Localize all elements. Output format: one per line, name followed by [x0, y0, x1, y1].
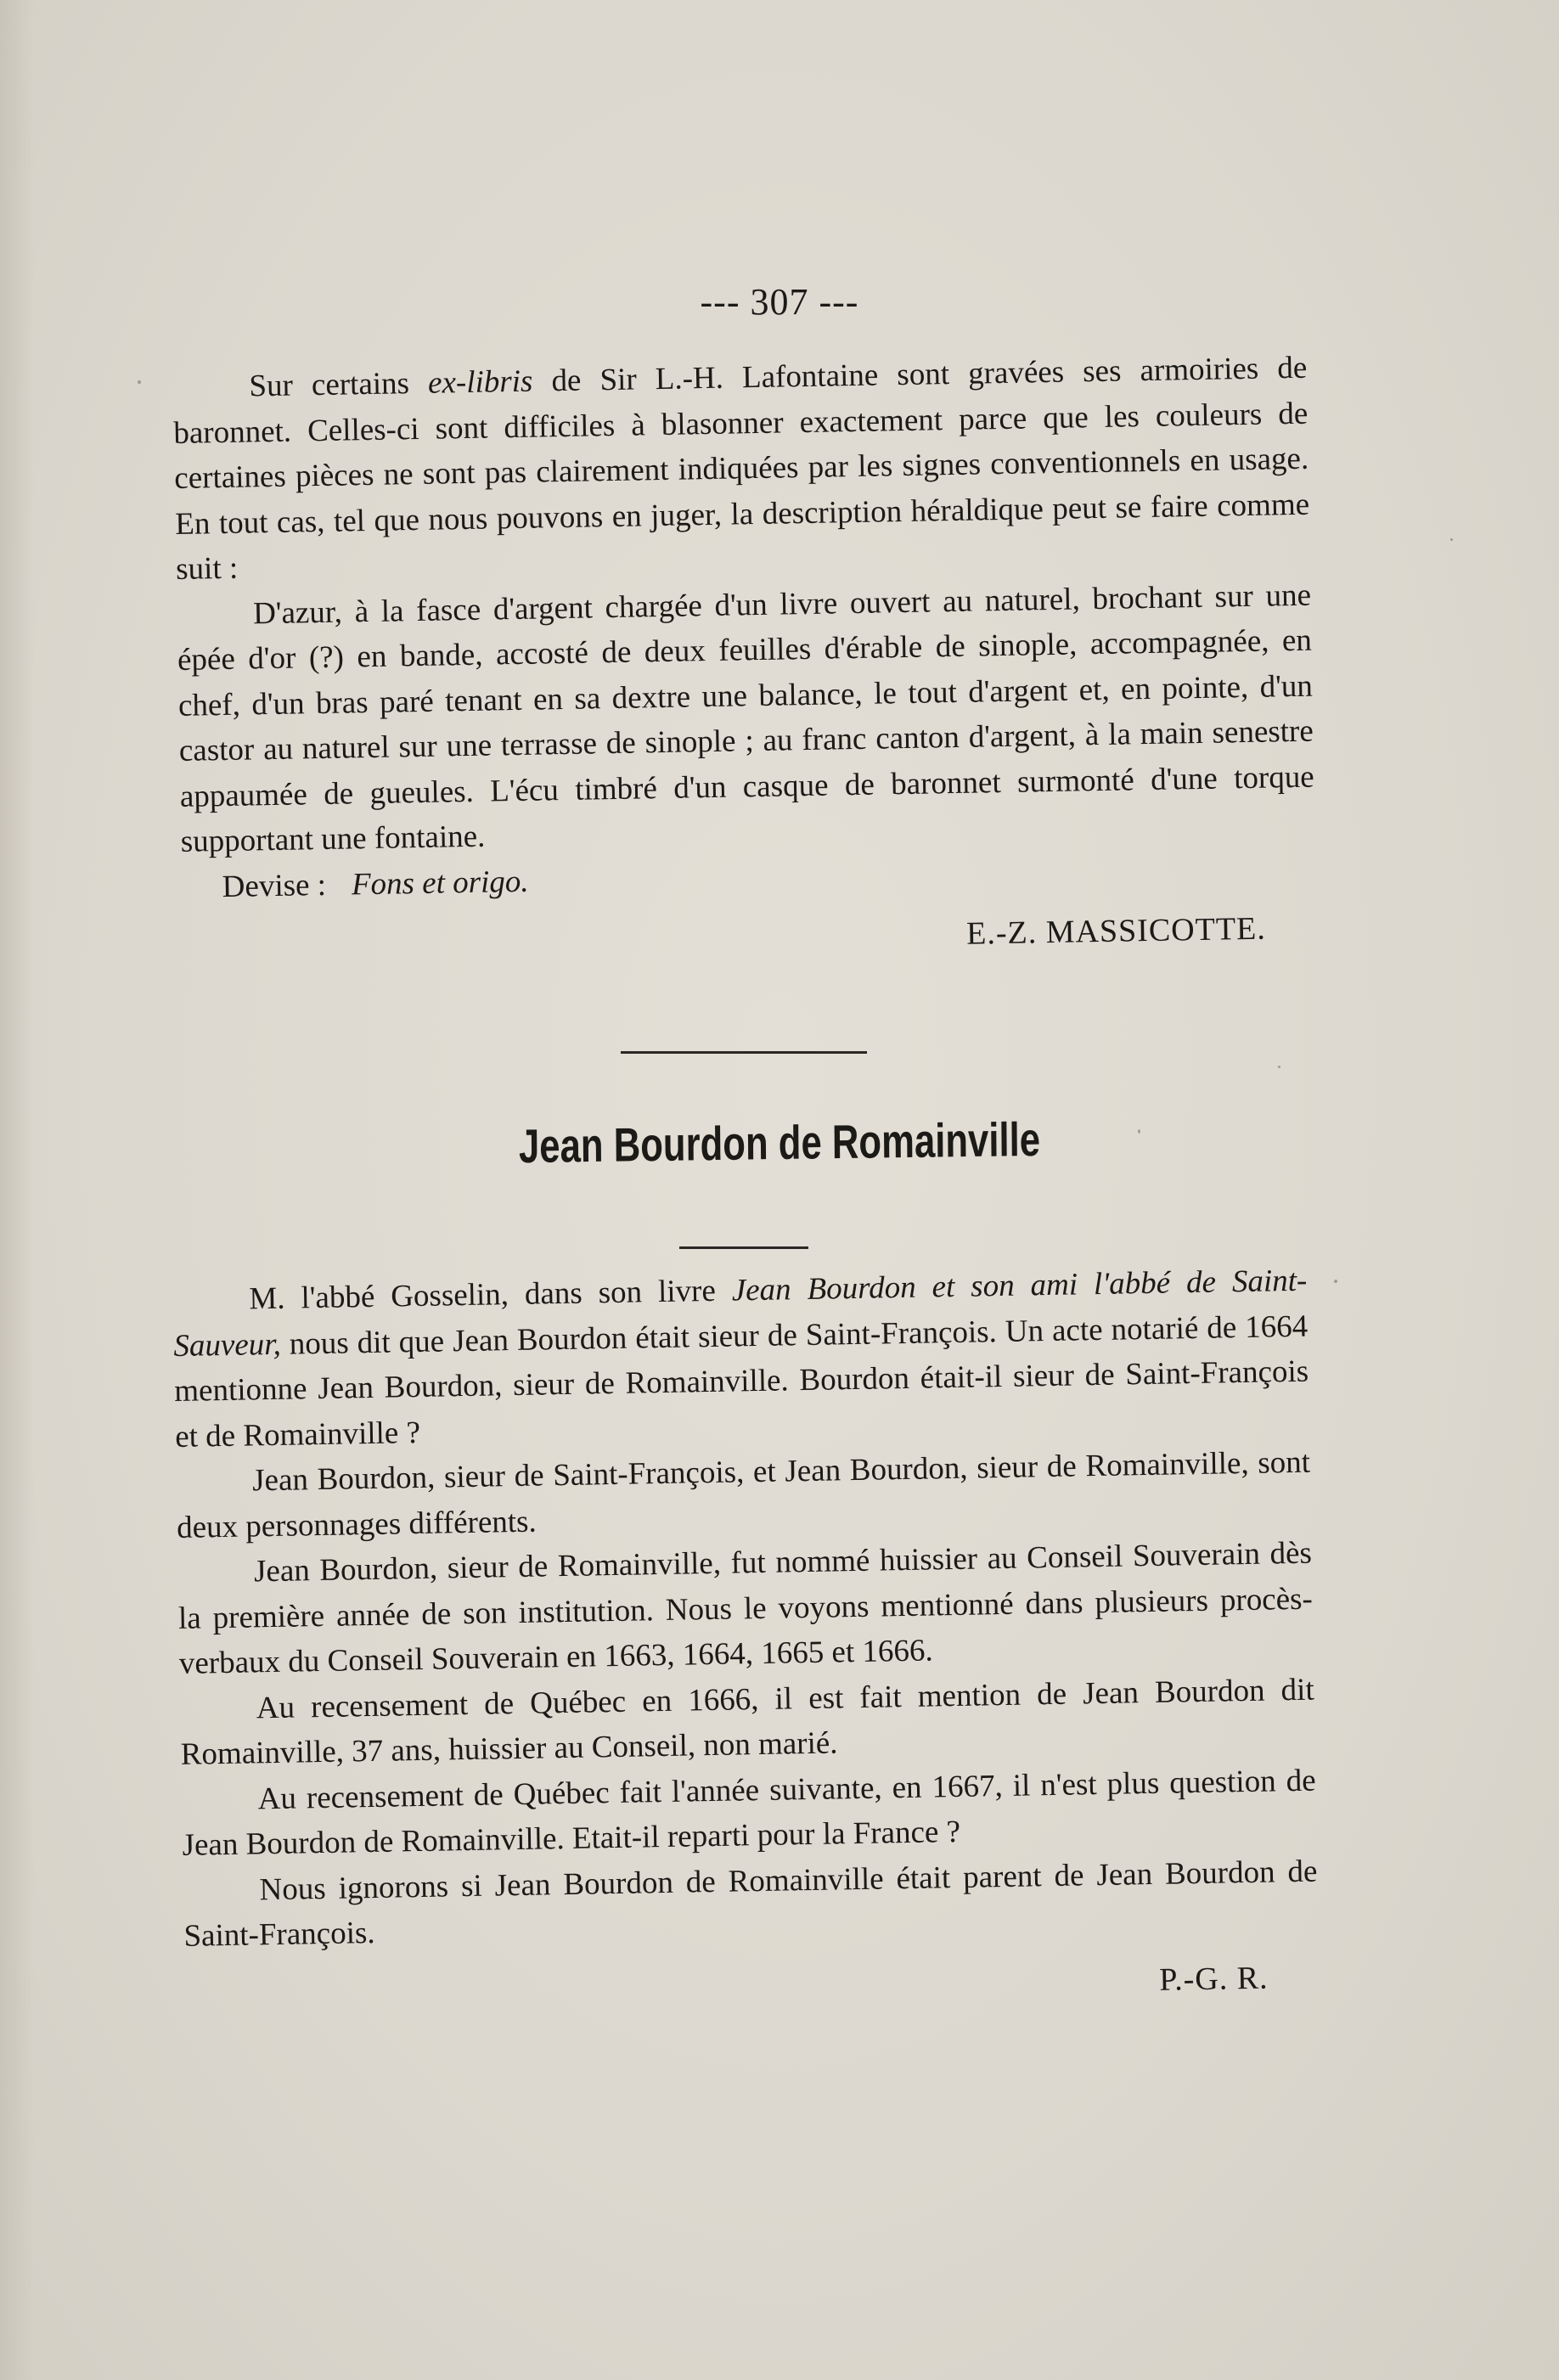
paragraph-text: Sur certains [249, 365, 429, 404]
paragraph-text: M. l'abbé Gosselin, dans son livre [249, 1273, 733, 1317]
italic-book-title: Jean Bourdon et son ami l'abbé de Saint-Sauveur, [173, 1263, 1308, 1364]
section-divider [621, 1051, 867, 1054]
motto-value: Fons et origo. [351, 864, 529, 902]
italic-term: ex-libris [427, 363, 533, 401]
paper-speck [138, 380, 141, 384]
paper-speck [1138, 1129, 1140, 1134]
paper-speck [1450, 538, 1453, 541]
paragraph: Jean Bourdon, sieur de Saint-François, et Jean Bourdon, sieur de Romainville, sont deux personnages différents. [176, 1444, 1311, 1545]
paper-speck [1334, 1280, 1337, 1283]
motto-label: Devise : [222, 867, 327, 904]
author-signature: E.-Z. MASSICOTTE. [965, 910, 1267, 952]
paragraph [172, 1258, 1310, 1460]
paragraph-text: nous dit que Jean Bourdon était sieur de Saint-François. Un acte notarié de 1664 mentionne Jean Bourdon, sieur de Romainville. Bourdon était-il sieur de Saint-François et de Romainville ? [173, 1308, 1309, 1454]
page-number: --- 307 --- [700, 281, 859, 323]
paragraph: Au recensement de Québec en 1666, il est fait mention de Jean Bourdon dit Romainville, 37 ans, huissier au Conseil, non marié. [180, 1672, 1315, 1772]
paragraph [172, 346, 1310, 593]
paragraph: Jean Bourdon, sieur de Romainville, fut nommé huissier au Conseil Souverain dès la première année de son institution. Nous le voyons mentionné dans plusieurs procès-verbaux du Conseil Souverain en 1663, 1664, 1665 et 1666. [177, 1535, 1314, 1681]
article-jean-bourdon [172, 1258, 1320, 2016]
page-edge-shadow [0, 0, 34, 2380]
paragraph-text: de Sir L.-H. Lafontaine sont gravées ses armoiries de baronnet. Celles-ci sont difficiles à blasonner exactement parce que les couleurs de certaines pièces ne sont pas clairement indiquées par les signes conventionnels en usage. En tout cas, tel que nous pouvons en juger, la description héraldique peut se faire comme suit : [173, 350, 1310, 587]
paragraph: Au recensement de Québec fait l'année suivante, en 1667, il n'est plus question de Jean Bourdon de Romainville. Etait-il reparti pour la France ? [182, 1763, 1316, 1863]
article-title: Jean Bourdon de Romainville [518, 1111, 1041, 1173]
title-underline [679, 1246, 808, 1249]
paper-speck [1278, 1066, 1280, 1068]
author-signature: P.-G. R. [1158, 1960, 1269, 1998]
paragraph: D'azur, à la fasce d'argent chargée d'un livre ouvert au naturel, brochant sur une épée d'or (?) en bande, accosté de deux feuilles d'érable de sinople, accompagnée, en chef, d'un bras paré tenant en sa dextre une balance, le tout d'argent et, en pointe, d'un castor au naturel sur une terrasse de sinople ; au franc canton d'argent, à la main senestre appaumée de gueules. L'écu timbré d'un casque de baronnet surmonté d'une torque supportant une fontaine. [177, 577, 1315, 859]
paragraph: Nous ignorons si Jean Bourdon de Romainville était parent de Jean Bourdon de Saint-François. [183, 1854, 1318, 1954]
article-armoiries [172, 346, 1317, 966]
